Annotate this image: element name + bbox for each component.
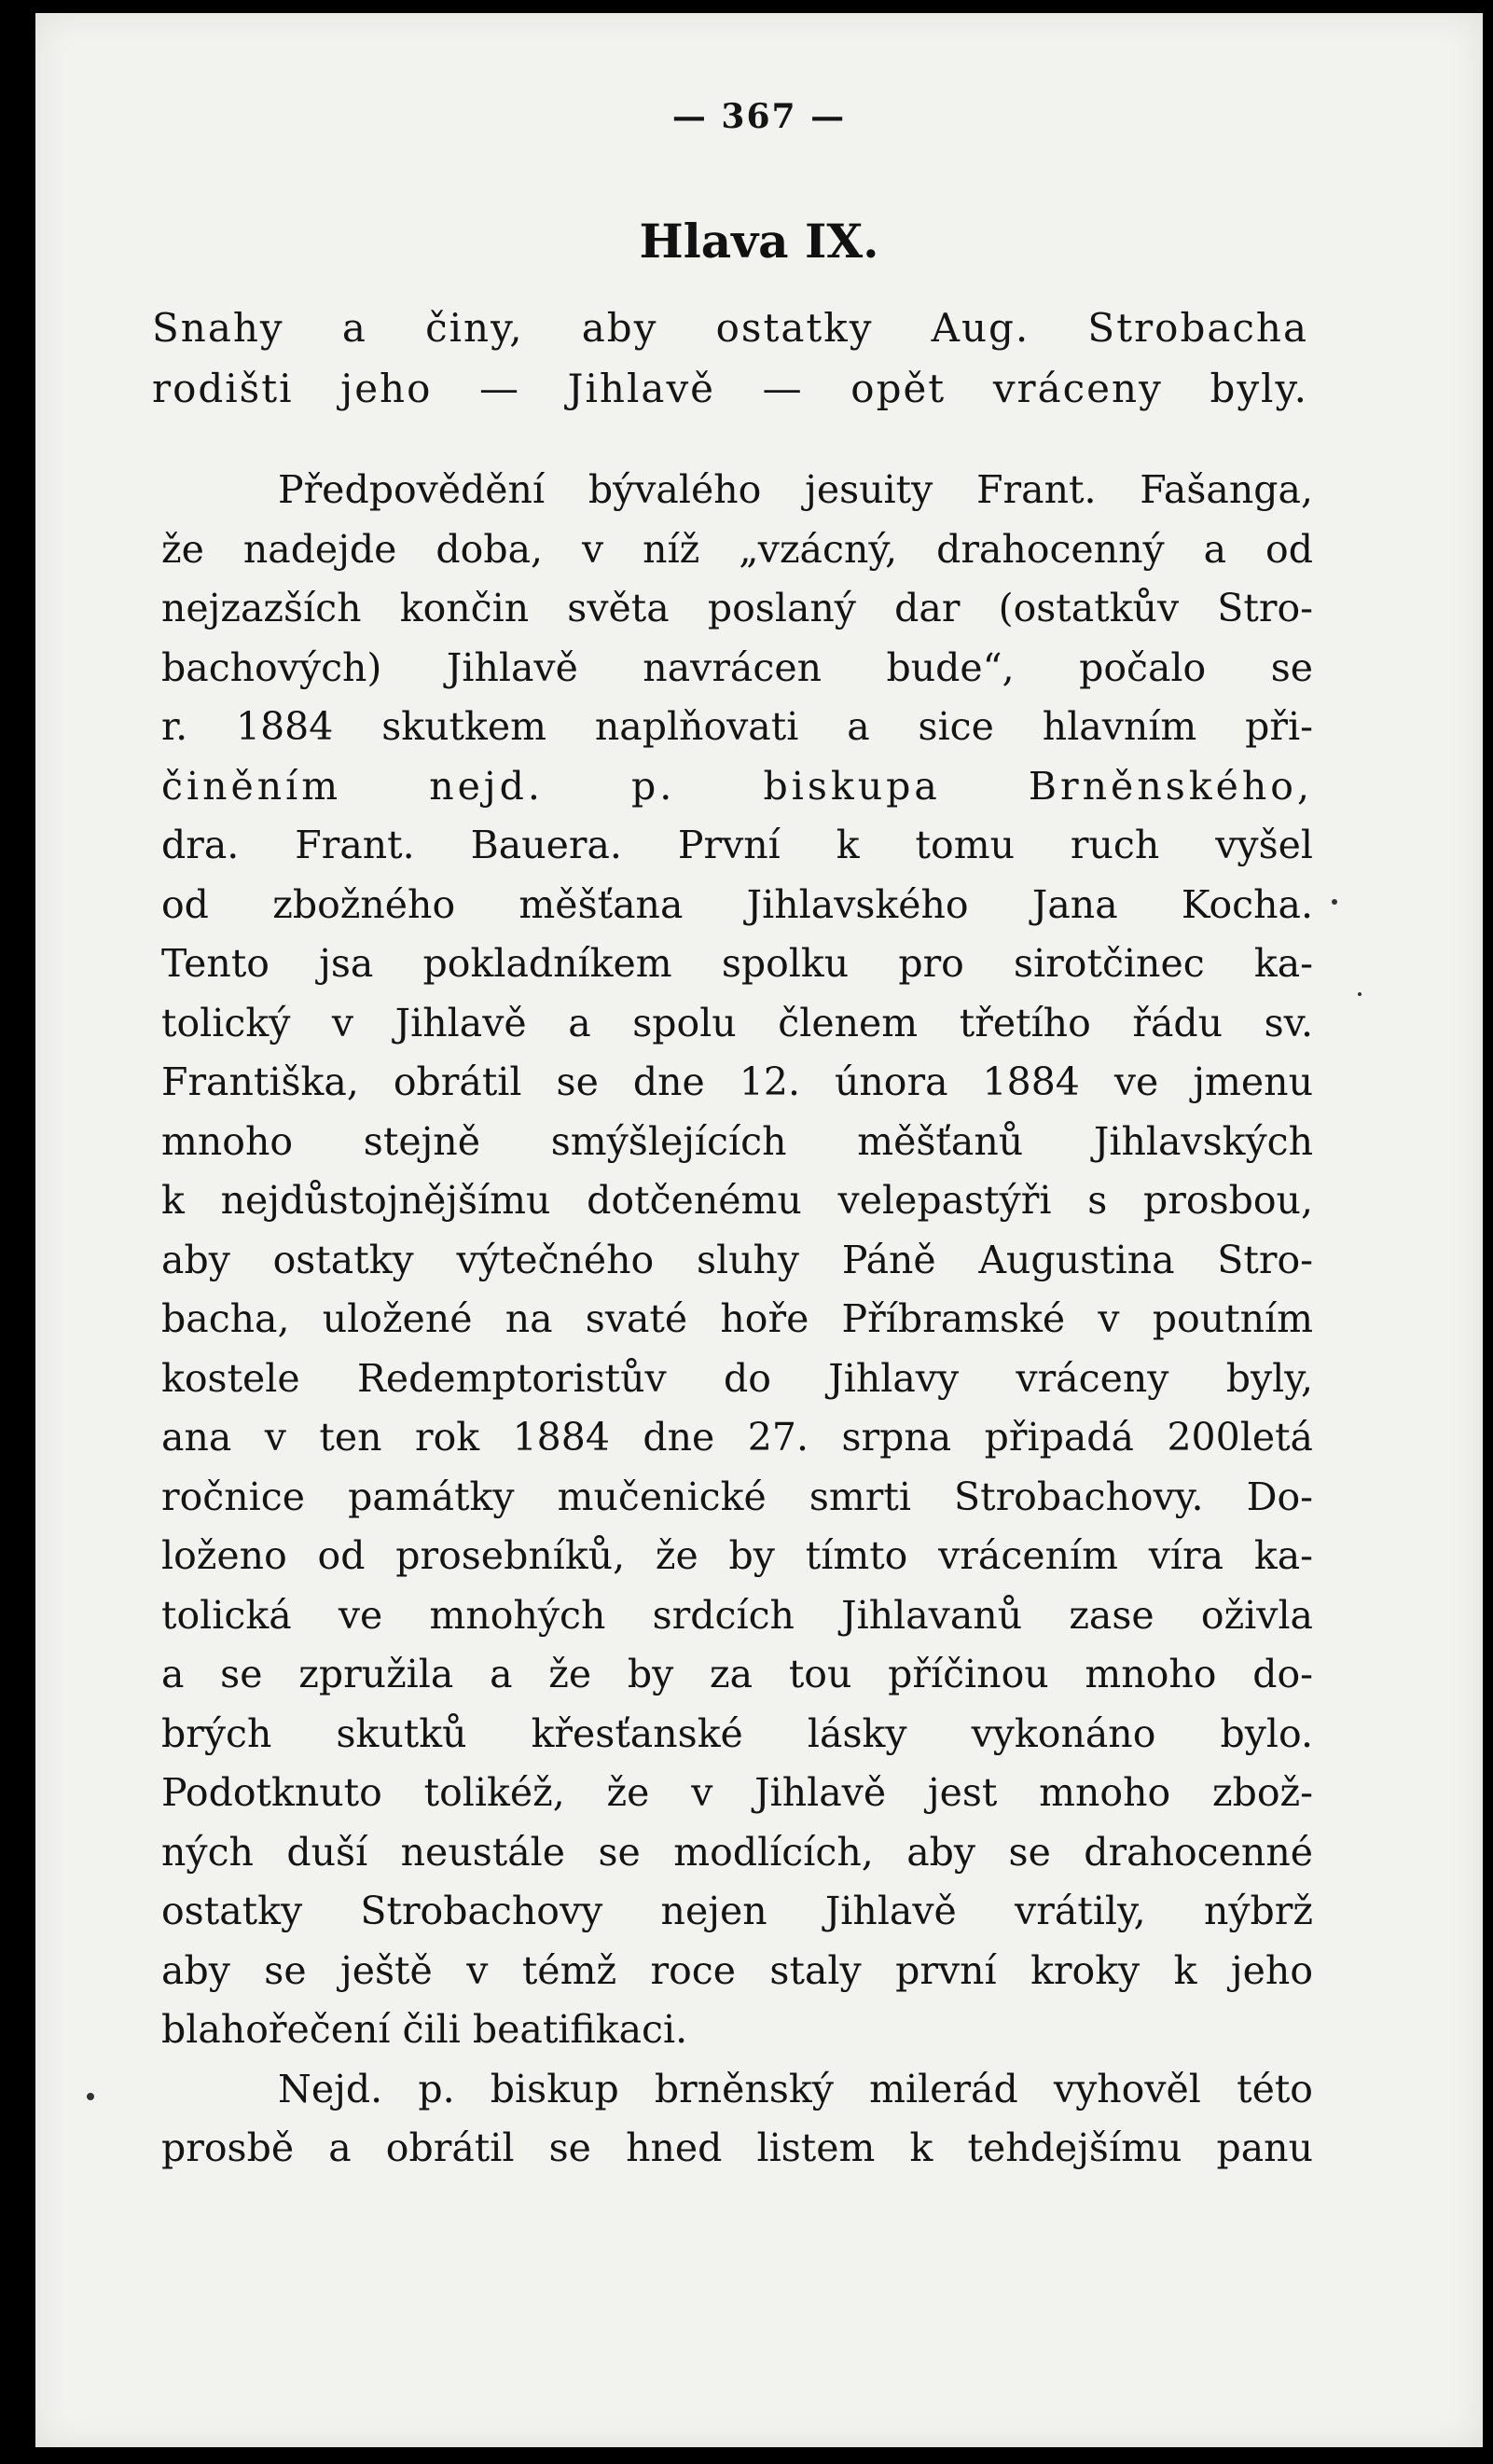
text-line: Předpovědění bývalého jesuity Frant. Fašanga, [278,467,1313,512]
text-line: ana v ten rok 1884 dne 27. srpna připadá 200letá [161,1415,1313,1460]
text-line: aby ostatky výtečného sluhy Páně Augustina Stro- [161,1237,1313,1282]
text-line: bacha, uložené na svaté hoře Příbramské v poutním [161,1296,1313,1341]
text-line: brých skutků křesťanské lásky vykonáno bylo. [161,1710,1313,1756]
text-line: dra. Frant. Bauera. První k tomu ruch vyšel [161,823,1313,867]
text-line: ročnice památky mučenické smrti Strobachovy. Do- [161,1474,1313,1519]
subtitle-line: Snahy a činy, aby ostatky Aug. Strobacha [152,305,1308,351]
text-line: kostele Redemptoristův do Jihlavy vráceny byly, [161,1355,1313,1401]
ink-speck [87,2093,94,2100]
text-line: Nejd. p. biskup brněnský milerád vyhověl této [278,2066,1313,2111]
text-line: nejzazších končin světa poslaný dar (ostatkův Stro- [161,586,1313,630]
text-line: r. 1884 skutkem naplňovati a sice hlavním při- [161,704,1313,749]
text-line: loženo od prosebníků, že by tímto vrácením víra ka- [161,1533,1313,1578]
text-line: tolická ve mnohých srdcích Jihlavanů zase oživla [161,1592,1313,1638]
subtitle-line: rodišti jeho — Jihlavě — opět vráceny byly. [152,366,1308,411]
page-number: — 367 — [671,97,847,136]
text-line: a se zpružila a že by za tou příčinou mnoho do- [161,1652,1313,1696]
text-line: k nejdůstojnějšímu dotčenému velepastýři s prosbou, [161,1178,1313,1223]
ink-speck [1358,992,1362,996]
text-line: aby se ještě v témž roce staly první kroky k jeho [161,1947,1313,1993]
chapter-title: Hlava IX. [639,214,879,269]
text-line: blahořečení čili beatifikaci. [161,2007,688,2052]
text-line: bachových) Jihlavě navrácen bude“, počalo se [161,644,1313,690]
text-line: že nadejde doba, v níž „vzácný, drahocenný a od [161,526,1313,572]
body-text [161,461,1313,2179]
text-line: prosbě a obrátil se hned listem k tehdejšímu panu [161,2125,1313,2170]
text-line: Podotknuto tolikéž, že v Jihlavě jest mnoho zbož- [161,1770,1313,1815]
text-line: ných duší neustále se modlících, aby se drahocenné [161,1829,1313,1875]
text-line: tolický v Jihlavě a spolu členem třetího řádu sv. [161,1000,1313,1045]
chapter-subtitle [152,298,1308,419]
ink-speck [1332,899,1337,905]
text-line: Tento jsa pokladníkem spolku pro sirotčinec ka- [161,941,1313,986]
text-line: mnoho stejně smýšlejících měšťanů Jihlavských [161,1118,1313,1164]
text-line: činěním nejd. p. biskupa Brněnského, [161,763,1313,809]
text-line: Františka, obrátil se dne 12. února 1884 ve jmenu [161,1059,1313,1104]
text-line: od zbožného měšťana Jihlavského Jana Kocha. [161,881,1313,927]
book-page [35,13,1483,2447]
text-line: ostatky Strobachovy nejen Jihlavě vrátily, nýbrž [161,1889,1313,1933]
